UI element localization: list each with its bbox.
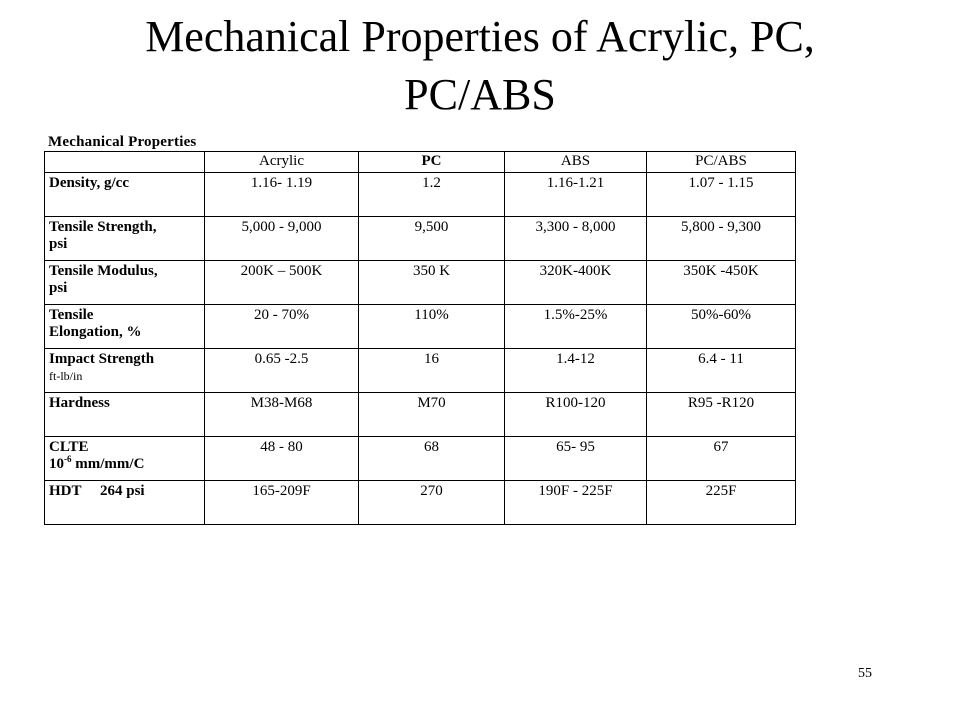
- cell-acrylic: 200K – 500K: [205, 261, 359, 305]
- table-caption: Mechanical Properties: [48, 134, 197, 150]
- row-label: Hardness: [45, 393, 205, 437]
- table-row-hardness: [45, 393, 796, 437]
- cell-abs: 3,300 - 8,000: [505, 217, 647, 261]
- table-row-clte: [45, 437, 796, 481]
- column-header-abs: ABS: [505, 152, 647, 173]
- cell-pc: 110%: [359, 305, 505, 349]
- slide-title-line-1: Mechanical Properties of Acrylic, PC,: [145, 12, 815, 61]
- cell-pc-abs: 50%-60%: [647, 305, 796, 349]
- cell-abs: R100-120: [505, 393, 647, 437]
- cell-acrylic: 20 - 70%: [205, 305, 359, 349]
- cell-pc-abs: 5,800 - 9,300: [647, 217, 796, 261]
- header-corner-cell: [45, 152, 205, 173]
- cell-pc: 270: [359, 481, 505, 525]
- cell-pc: M70: [359, 393, 505, 437]
- cell-pc-abs: 6.4 - 11: [647, 349, 796, 393]
- cell-pc-abs: 1.07 - 1.15: [647, 173, 796, 217]
- table-row-tensile-elongation: [45, 305, 796, 349]
- cell-acrylic: 5,000 - 9,000: [205, 217, 359, 261]
- cell-acrylic: 1.16- 1.19: [205, 173, 359, 217]
- cell-abs: 1.4-12: [505, 349, 647, 393]
- table-header-row: [45, 152, 796, 173]
- column-header-pc: PC: [359, 152, 505, 173]
- cell-pc: 16: [359, 349, 505, 393]
- table-row-hdt: [45, 481, 796, 525]
- cell-pc: 1.2: [359, 173, 505, 217]
- mechanical-properties-table: [44, 151, 796, 525]
- table-row-tensile-strength: [45, 217, 796, 261]
- row-label: CLTE $10^{-6}$ mm/mm/C: [45, 437, 205, 481]
- cell-acrylic: 0.65 -2.5: [205, 349, 359, 393]
- row-label: Tensile Strength, psi: [45, 217, 205, 261]
- cell-abs: 320K-400K: [505, 261, 647, 305]
- row-label: Tensile Modulus, psi: [45, 261, 205, 305]
- cell-abs: 1.16-1.21: [505, 173, 647, 217]
- table-row-density: [45, 173, 796, 217]
- row-label: Density, g/cc: [45, 173, 205, 217]
- cell-acrylic: M38-M68: [205, 393, 359, 437]
- row-label: HDT 264 psi: [45, 481, 205, 525]
- cell-acrylic: 48 - 80: [205, 437, 359, 481]
- cell-acrylic: 165-209F: [205, 481, 359, 525]
- cell-abs: 1.5%-25%: [505, 305, 647, 349]
- cell-abs: 65- 95: [505, 437, 647, 481]
- cell-pc-abs: 225F: [647, 481, 796, 525]
- slide-title-line-2: PC/ABS: [404, 70, 556, 119]
- slide-title: [40, 8, 920, 124]
- cell-pc-abs: 350K -450K: [647, 261, 796, 305]
- cell-pc: 9,500: [359, 217, 505, 261]
- table-row-tensile-modulus: [45, 261, 796, 305]
- cell-pc-abs: 67: [647, 437, 796, 481]
- row-label: Impact Strength ft-lb/in: [45, 349, 205, 393]
- table-row-impact-strength: [45, 349, 796, 393]
- column-header-pc-abs: PC/ABS: [647, 152, 796, 173]
- cell-abs: 190F - 225F: [505, 481, 647, 525]
- cell-pc: 350 K: [359, 261, 505, 305]
- page-number: 55: [858, 666, 872, 681]
- row-label: Tensile Elongation, %: [45, 305, 205, 349]
- cell-pc: 68: [359, 437, 505, 481]
- cell-pc-abs: R95 -R120: [647, 393, 796, 437]
- column-header-acrylic: Acrylic: [205, 152, 359, 173]
